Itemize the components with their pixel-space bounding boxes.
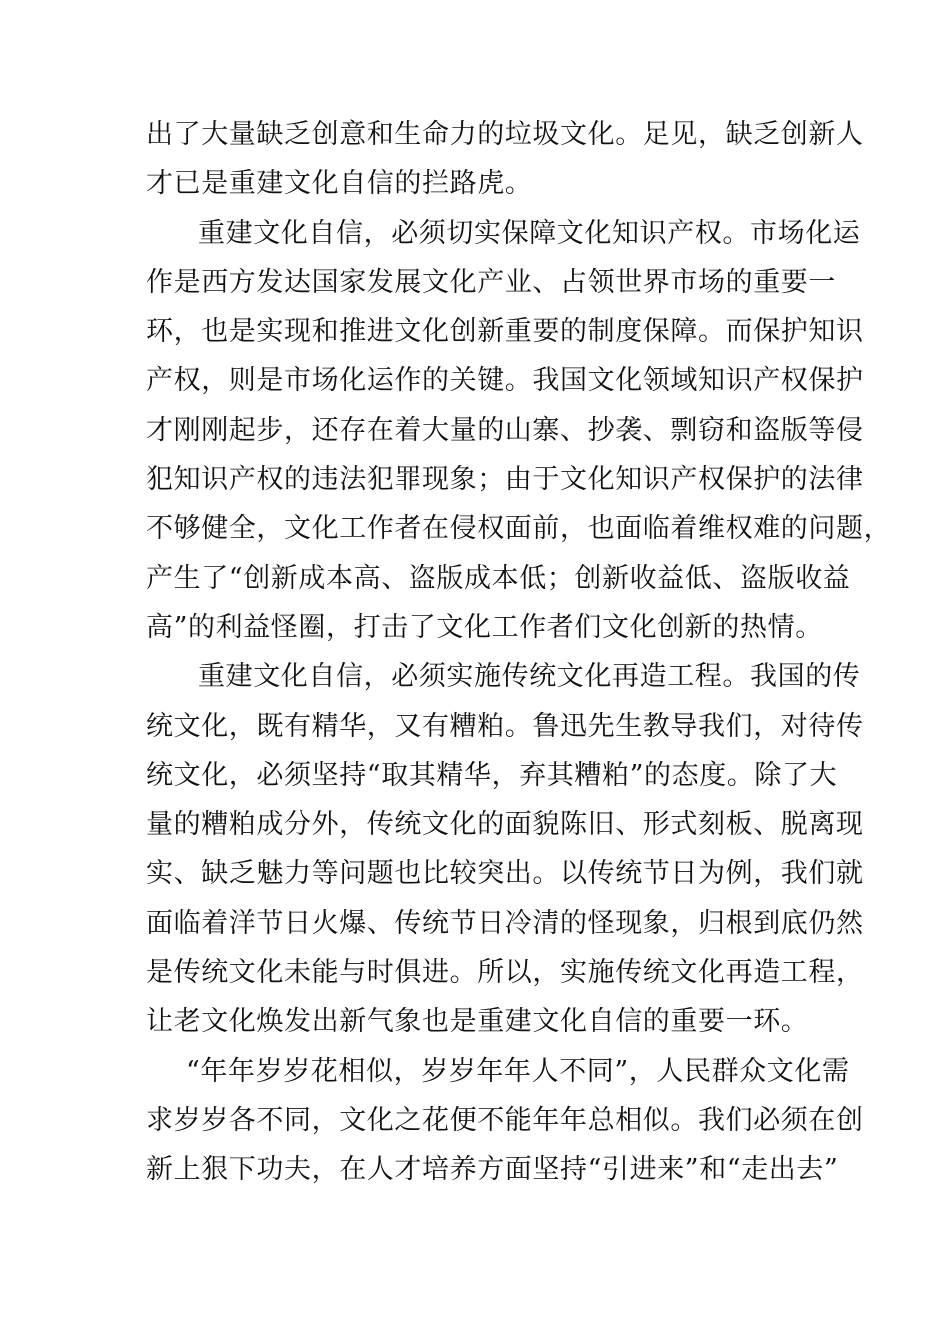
text-line: 是传统文化未能与时俱进。所以，实施传统文化再造工程， — [146, 957, 864, 989]
text-line: 实、缺乏魅力等问题也比较突出。以传统节日为例，我们就 — [146, 858, 864, 890]
text-line: 才已是重建文化自信的拦路虎。 — [146, 168, 533, 200]
text-line: “年年岁岁花相似，岁岁年年人不同”，人民群众文化需 — [186, 1055, 850, 1087]
text-line: 环，也是实现和推进文化创新重要的制度保障。而保护知识 — [146, 316, 864, 348]
paragraph — [146, 652, 864, 1046]
document-page — [146, 110, 892, 1195]
text-line: 重建文化自信，必须切实保障文化知识产权。市场化运 — [198, 217, 861, 249]
text-line: 统文化，既有精华，又有糟粕。鲁迅先生教导我们，对待传 — [146, 710, 864, 742]
text-line: 高”的利益怪圈，打击了文化工作者们文化创新的热情。 — [146, 611, 823, 643]
text-line: 新上狠下功夫，在人才培养方面坚持“引进来”和“走出去” — [146, 1154, 839, 1186]
text-line: 犯知识产权的违法犯罪现象；由于文化知识产权保护的法律 — [146, 464, 864, 496]
text-line: 产权，则是市场化运作的关键。我国文化领域知识产权保护 — [146, 365, 864, 397]
paragraph — [146, 209, 892, 653]
paragraph — [146, 110, 864, 209]
text-line: 统文化，必须坚持“取其精华，弃其糟粕”的态度。除了大 — [146, 759, 838, 791]
text-line: 重建文化自信，必须实施传统文化再造工程。我国的传 — [198, 661, 861, 693]
text-line: 出了大量缺乏创意和生命力的垃圾文化。足见，缺乏创新人 — [146, 119, 864, 150]
text-line: 求岁岁各不同，文化之花便不能年年总相似。我们必须在创 — [146, 1104, 864, 1136]
text-line: 面临着洋节日火爆、传统节日冷清的怪现象，归根到底仍然 — [146, 907, 864, 939]
paragraph — [146, 1047, 864, 1195]
text-line: 让老文化焕发出新气象也是重建文化自信的重要一环。 — [146, 1006, 809, 1038]
text-line: 不够健全，文化工作者在侵权面前，也面临着维权难的问题， — [146, 513, 892, 545]
text-line: 产生了“创新成本高、盗版成本低；创新收益低、盗版收益 — [146, 562, 851, 594]
text-line: 量的糟粕成分外，传统文化的面貌陈旧、形式刻板、脱离现 — [146, 809, 864, 841]
text-line: 才刚刚起步，还存在着大量的山寨、抄袭、剽窃和盗版等侵 — [146, 414, 864, 446]
text-line: 作是西方发达国家发展文化产业、占领世界市场的重要一 — [146, 266, 836, 298]
